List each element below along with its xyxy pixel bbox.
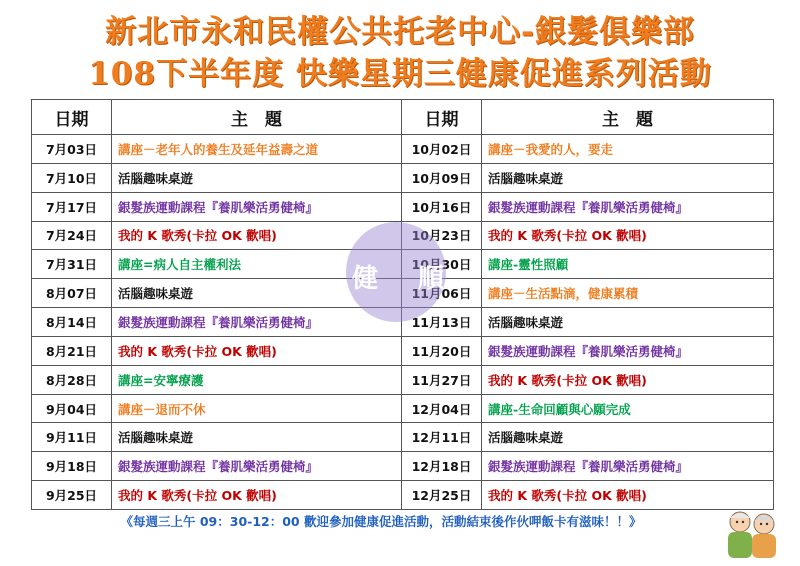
footer-note: 《每週三上午 09：30-12：00 歡迎參加健康促進活動，活動結束後作伙呷飯卡有滋味！！》 — [120, 514, 642, 529]
date-cell: 7月24日 — [32, 221, 112, 250]
date-cell: 8月07日 — [32, 279, 112, 308]
header-topic-1: 主 題 — [112, 100, 402, 135]
date-cell: 10月23日 — [402, 221, 482, 250]
topic-cell: 講座－退而不休 — [112, 394, 402, 423]
date-cell: 10月09日 — [402, 163, 482, 192]
topic-cell: 我的 K 歌秀(卡拉 OK 歡唱) — [482, 221, 774, 250]
date-cell: 8月21日 — [32, 336, 112, 365]
topic-cell: 我的 K 歌秀(卡拉 OK 歡唱) — [112, 336, 402, 365]
date-cell: 9月11日 — [32, 423, 112, 452]
topic-cell: 講座=病人自主權利法 — [112, 250, 402, 279]
date-cell: 7月10日 — [32, 163, 112, 192]
topic-cell: 銀髮族運動課程『養肌樂活勇健椅』 — [482, 336, 774, 365]
table-row — [32, 135, 774, 164]
date-cell: 11月06日 — [402, 279, 482, 308]
date-cell: 12月04日 — [402, 394, 482, 423]
table-row — [32, 163, 774, 192]
topic-cell: 活腦趣味桌遊 — [112, 163, 402, 192]
topic-cell: 活腦趣味桌遊 — [482, 308, 774, 337]
date-cell: 11月27日 — [402, 365, 482, 394]
topic-cell: 活腦趣味桌遊 — [482, 423, 774, 452]
date-cell: 10月30日 — [402, 250, 482, 279]
topic-cell: 活腦趣味桌遊 — [482, 163, 774, 192]
table-row — [32, 452, 774, 481]
topic-cell: 活腦趣味桌遊 — [112, 279, 402, 308]
date-cell: 8月28日 — [32, 365, 112, 394]
date-cell: 12月18日 — [402, 452, 482, 481]
topic-cell: 講座－我愛的人，要走 — [482, 135, 774, 164]
topic-cell: 活腦趣味桌遊 — [112, 423, 402, 452]
date-cell: 12月25日 — [402, 481, 482, 510]
table-row — [32, 423, 774, 452]
topic-cell: 銀髮族運動課程『養肌樂活勇健椅』 — [482, 452, 774, 481]
date-cell: 7月31日 — [32, 250, 112, 279]
table-row — [32, 481, 774, 510]
topic-cell: 我的 K 歌秀(卡拉 OK 歡唱) — [482, 481, 774, 510]
table-row — [32, 394, 774, 423]
header-date-2: 日期 — [402, 100, 482, 135]
topic-cell: 講座－生活點滴，健康累積 — [482, 279, 774, 308]
date-cell: 9月25日 — [32, 481, 112, 510]
topic-cell: 我的 K 歌秀(卡拉 OK 歡唱) — [112, 481, 402, 510]
topic-cell: 銀髮族運動課程『養肌樂活勇健椅』 — [112, 452, 402, 481]
table-row — [32, 192, 774, 221]
topic-cell: 銀髮族運動課程『養肌樂活勇健椅』 — [112, 308, 402, 337]
date-cell: 8月14日 — [32, 308, 112, 337]
header-topic-2: 主 題 — [482, 100, 774, 135]
topic-cell: 銀髮族運動課程『養肌樂活勇健椅』 — [482, 192, 774, 221]
date-cell: 12月11日 — [402, 423, 482, 452]
date-cell: 9月04日 — [32, 394, 112, 423]
elderly-couple-icon — [720, 504, 784, 560]
topic-cell: 銀髮族運動課程『養肌樂活勇健椅』 — [112, 192, 402, 221]
date-cell: 7月03日 — [32, 135, 112, 164]
topic-cell: 講座-靈性照顧 — [482, 250, 774, 279]
topic-cell: 講座-生命回顧與心願完成 — [482, 394, 774, 423]
date-cell: 10月02日 — [402, 135, 482, 164]
topic-cell: 我的 K 歌秀(卡拉 OK 歡唱) — [482, 365, 774, 394]
header-date-1: 日期 — [32, 100, 112, 135]
table-row — [32, 365, 774, 394]
title-line-2: 108下半年度 快樂星期三健康促進系列活動 — [88, 56, 712, 92]
date-cell: 9月18日 — [32, 452, 112, 481]
topic-cell: 我的 K 歌秀(卡拉 OK 歡唱) — [112, 221, 402, 250]
watermark-char-1: 健 — [352, 264, 379, 294]
date-cell: 10月16日 — [402, 192, 482, 221]
date-cell: 11月13日 — [402, 308, 482, 337]
date-cell: 11月20日 — [402, 336, 482, 365]
table-row — [32, 336, 774, 365]
table-header-row — [32, 100, 774, 135]
topic-cell: 講座=安寧療護 — [112, 365, 402, 394]
watermark-char-2: 順 — [418, 264, 445, 294]
topic-cell: 講座－老年人的養生及延年益壽之道 — [112, 135, 402, 164]
title-line-1: 新北市永和民權公共托老中心-銀髮俱樂部 — [105, 14, 695, 50]
date-cell: 7月17日 — [32, 192, 112, 221]
